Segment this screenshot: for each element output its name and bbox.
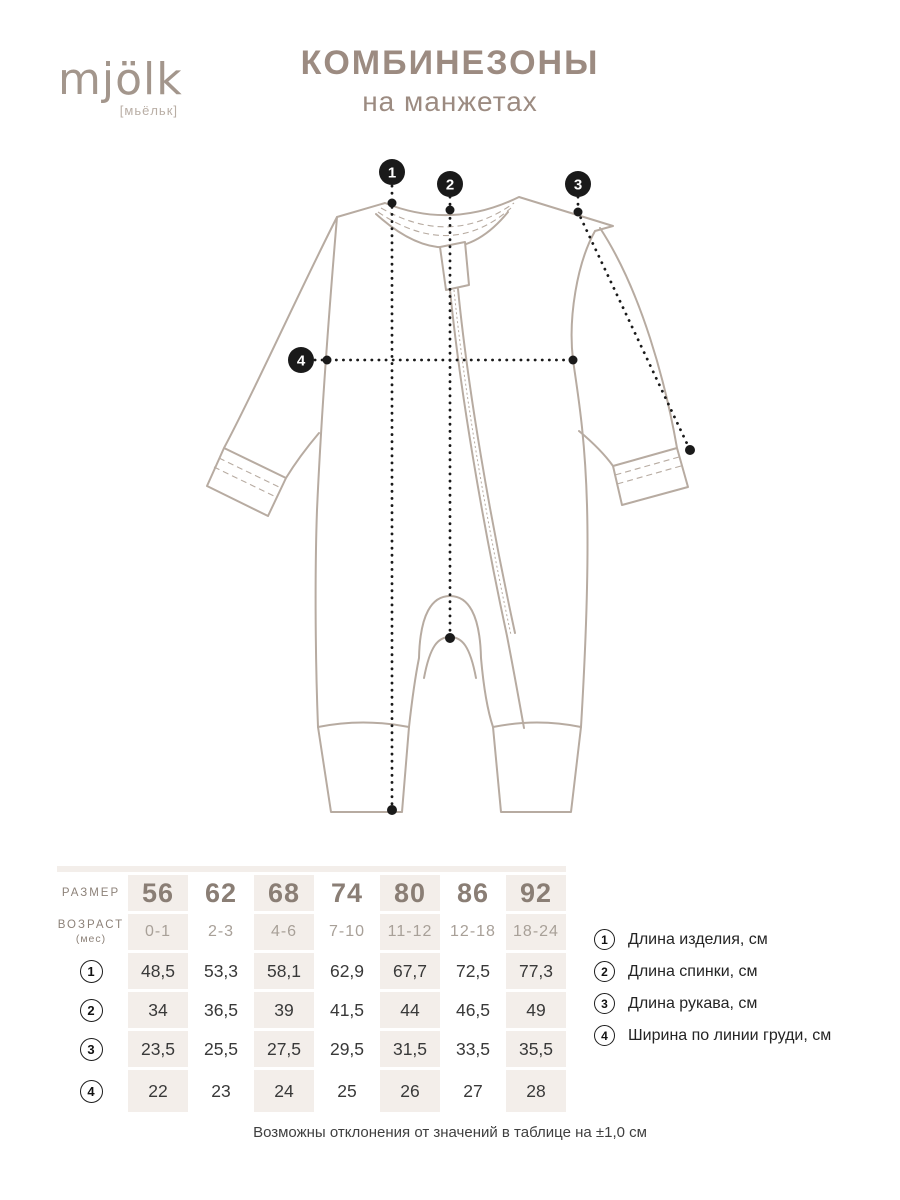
torso-outline — [316, 197, 613, 812]
circled-number: 2 — [80, 999, 103, 1022]
size-col-header: 56 — [128, 875, 188, 911]
legend-item — [594, 961, 831, 982]
legend-label: Длина спинки, см — [628, 962, 758, 980]
measure-dot — [685, 445, 695, 455]
brand-logo-transcription: [мьёльк] — [119, 103, 178, 118]
measure-dot — [569, 356, 578, 365]
table-cell: 35,5 — [506, 1031, 566, 1067]
size-col-header: 74 — [330, 877, 364, 908]
legend-label: Ширина по линии груди, см — [628, 1026, 832, 1044]
page-subtitle: на манжетах — [362, 86, 538, 117]
marker-3 — [565, 171, 591, 197]
measurement-legend — [594, 929, 831, 1046]
legend-item — [594, 993, 831, 1014]
table-cell: 26 — [380, 1070, 440, 1112]
table-cell: 44 — [380, 992, 440, 1028]
marker-2-number: 2 — [445, 176, 455, 194]
right-cuff-stitch — [615, 457, 681, 484]
measure-dot — [445, 633, 455, 643]
page-title: КОМБИНЕЗОНЫ — [300, 44, 600, 82]
left-sleeve — [207, 217, 337, 516]
measure-dot — [446, 206, 455, 215]
table-cell: 39 — [254, 992, 314, 1028]
table-cell: 23,5 — [128, 1031, 188, 1067]
age-cell: 2-3 — [207, 923, 235, 940]
crotch-arch — [424, 637, 476, 678]
marker-4-number: 4 — [296, 352, 306, 370]
table-top-strip — [57, 866, 566, 872]
legend-item — [594, 929, 831, 950]
circled-number: 4 — [80, 1080, 103, 1103]
measure-row-label — [57, 992, 125, 1028]
age-cell: 7-10 — [328, 923, 366, 940]
measure-line-3 — [578, 197, 690, 450]
leg-cuff-seams — [318, 723, 581, 728]
age-cell: 12-18 — [450, 923, 496, 940]
table-cell: 49 — [506, 992, 566, 1028]
table-cell: 48,5 — [128, 953, 188, 989]
table-cell: 27 — [463, 1080, 483, 1101]
legend-item — [594, 1025, 831, 1046]
left-cuff-stitch — [214, 458, 281, 497]
measure-dot — [387, 805, 397, 815]
zipper-placket — [440, 242, 469, 290]
age-cell: 18-24 — [506, 914, 566, 950]
table-cell: 33,5 — [455, 1038, 491, 1059]
marker-1 — [379, 159, 405, 185]
size-row-label: РАЗМЕР — [61, 886, 121, 899]
table-cell: 72,5 — [455, 960, 491, 981]
table-cell: 24 — [254, 1070, 314, 1112]
size-col-header: 92 — [506, 875, 566, 911]
marker-3-number: 3 — [573, 176, 583, 194]
table-cell: 36,5 — [203, 999, 239, 1020]
collar — [376, 203, 514, 248]
circled-number: 1 — [80, 960, 103, 983]
measure-dot — [388, 199, 397, 208]
circled-number: 2 — [594, 961, 615, 982]
measure-row-label — [57, 953, 125, 989]
table-cell: 22 — [128, 1070, 188, 1112]
measure-dot — [574, 208, 583, 217]
age-row-label: ВОЗРАСТ (мес) — [57, 919, 125, 945]
size-col-header: 62 — [204, 877, 238, 908]
right-sleeve — [579, 228, 688, 505]
table-cell: 25 — [337, 1080, 357, 1101]
zipper — [440, 242, 524, 728]
age-cell: 4-6 — [254, 914, 314, 950]
circled-number: 3 — [80, 1038, 103, 1061]
table-cell: 67,7 — [380, 953, 440, 989]
marker-2 — [437, 171, 463, 197]
measure-dot — [323, 356, 332, 365]
brand-logo-text: mjölk — [58, 54, 183, 105]
table-cell: 28 — [506, 1070, 566, 1112]
size-col-header: 80 — [380, 875, 440, 911]
age-cell: 0-1 — [128, 914, 188, 950]
table-cell: 62,9 — [329, 960, 365, 981]
table-cell: 53,3 — [203, 960, 239, 981]
table-cell: 77,3 — [506, 953, 566, 989]
age-cell: 11-12 — [380, 914, 440, 950]
circled-number: 1 — [594, 929, 615, 950]
table-cell: 31,5 — [380, 1031, 440, 1067]
table-cell: 41,5 — [329, 999, 365, 1020]
tolerance-note: Возможны отклонения от значений в таблице на ±1,0 см — [253, 1124, 647, 1141]
table-cell: 23 — [211, 1080, 231, 1101]
table-cell: 27,5 — [254, 1031, 314, 1067]
size-col-header: 68 — [254, 875, 314, 911]
marker-1-number: 1 — [387, 164, 397, 182]
size-col-header: 86 — [456, 877, 490, 908]
marker-4 — [288, 347, 314, 373]
size-table — [57, 866, 566, 1112]
table-cell: 58,1 — [254, 953, 314, 989]
legend-label: Длина рукава, см — [628, 994, 758, 1012]
circled-number: 3 — [594, 993, 615, 1014]
table-cell: 34 — [128, 992, 188, 1028]
table-cell: 25,5 — [203, 1038, 239, 1059]
table-cell: 29,5 — [329, 1038, 365, 1059]
table-cell: 46,5 — [455, 999, 491, 1020]
measure-row-label — [57, 1070, 125, 1112]
circled-number: 4 — [594, 1025, 615, 1046]
legend-label: Длина изделия, см — [628, 930, 768, 948]
measure-row-label — [57, 1031, 125, 1067]
